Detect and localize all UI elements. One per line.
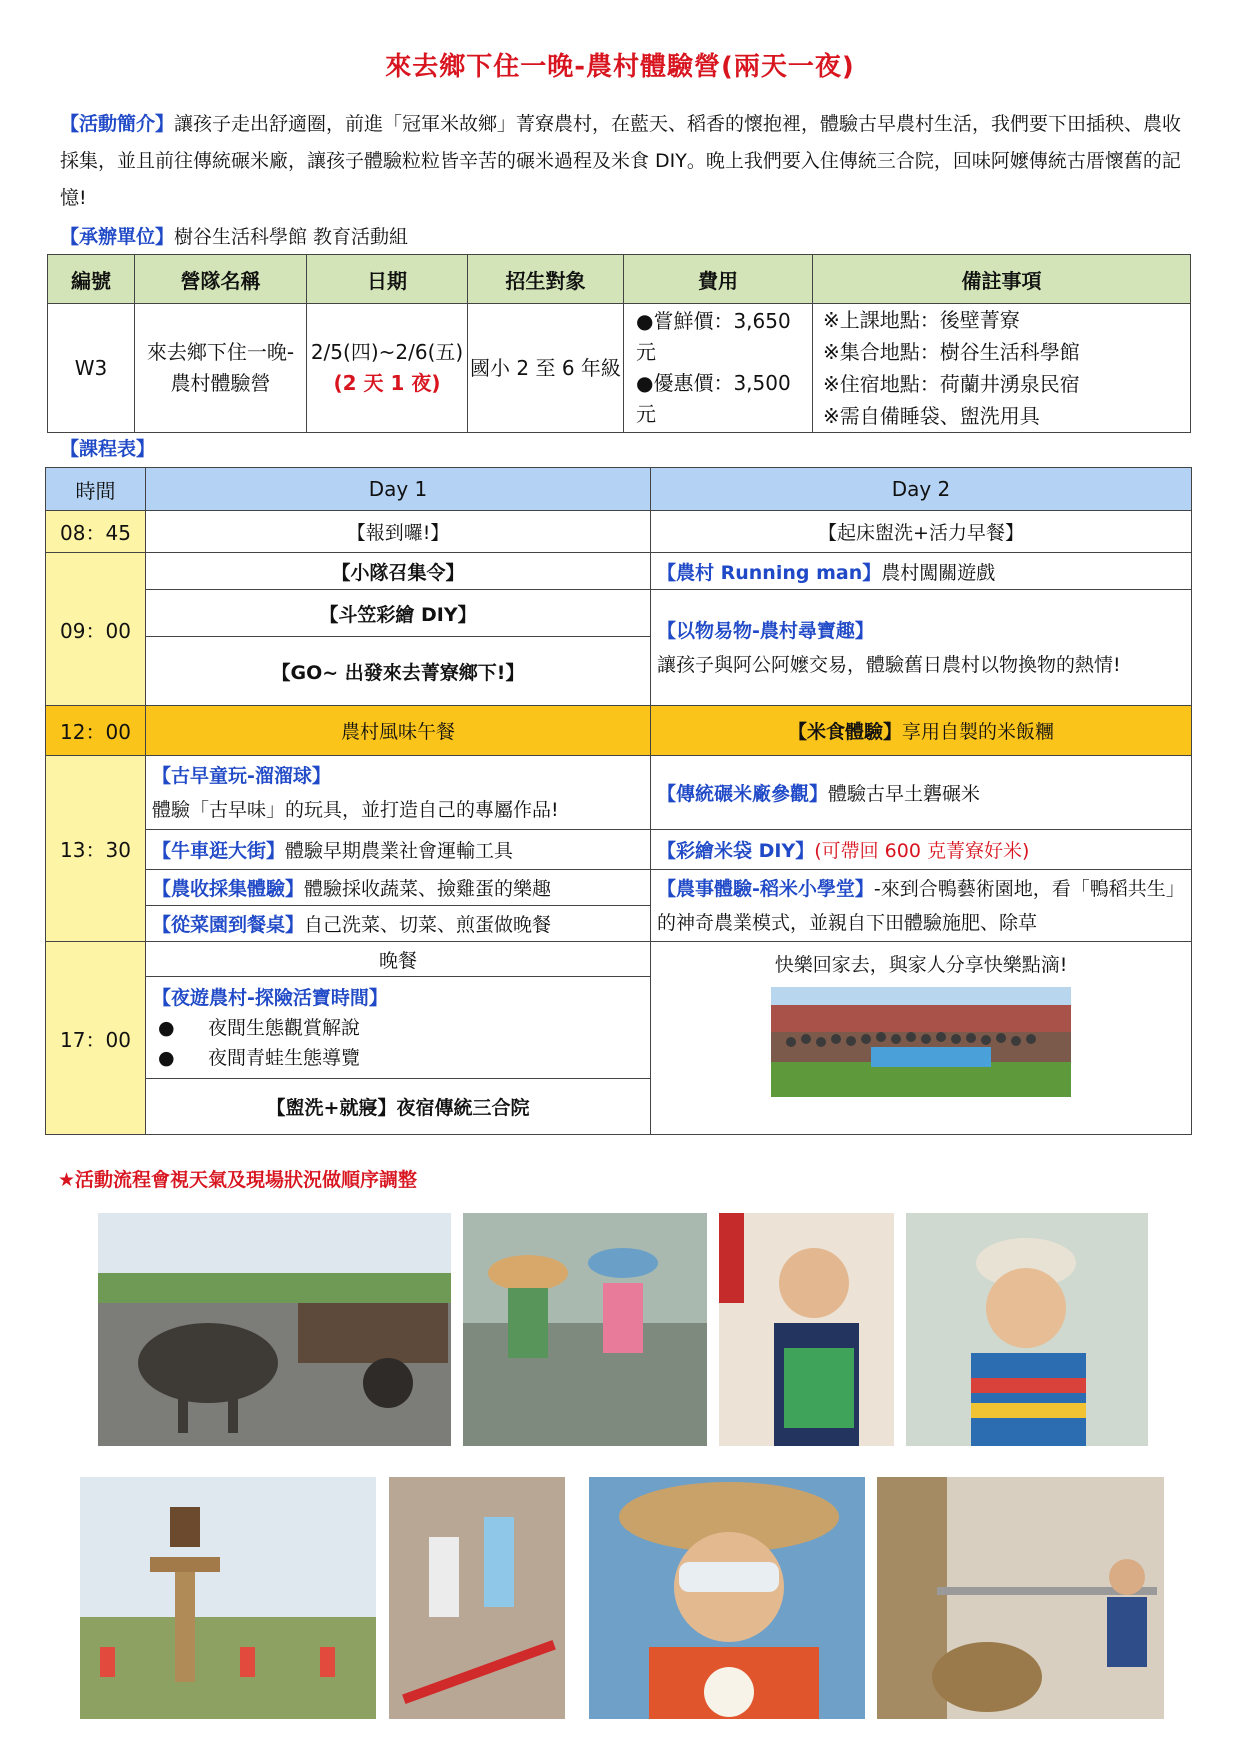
bullet-icon: ● <box>158 1046 175 1069</box>
row-1330-a <box>46 756 1192 830</box>
day2-0900-b <box>651 590 1192 706</box>
organizer-text: 樹谷生活科學館 教育活動組 <box>174 226 409 248</box>
day1-1330-c-title: 【農收採集體驗】 <box>152 878 305 900</box>
day1-0900-a: 【小隊召集令】 <box>146 553 651 590</box>
photo-rice-mill <box>877 1477 1164 1719</box>
header-camp-name: 營隊名稱 <box>135 255 307 304</box>
time-1330: 13：30 <box>46 756 146 942</box>
day2-1330-b-title: 【彩繪米袋 DIY】 <box>657 840 815 862</box>
row-0900-a <box>46 553 1192 590</box>
photo-egg-kid <box>906 1213 1148 1446</box>
rice-planting-image <box>463 1213 707 1446</box>
day2-1330-a-text: 體驗古早土礱碾米 <box>828 783 981 805</box>
time-0900: 09：00 <box>46 553 146 706</box>
header-notes: 備註事項 <box>813 255 1191 304</box>
day2-1330-b-text: (可帶回 600 克菁寮好米) <box>814 840 1030 862</box>
group-photo-image <box>771 987 1071 1097</box>
day2-0900-b-text: 讓孩子與阿公阿嬤交易，體驗舊日農村以物換物的熱情! <box>657 653 1121 676</box>
goggles-kid-image <box>589 1477 865 1719</box>
day2-1330-c-text: -來到合鴨藝術園地，看「鴨稻共生」的神奇農業模式，並親自下田體驗施肥、除草 <box>657 877 1185 934</box>
day1-0845: 【報到囉!】 <box>146 511 651 553</box>
row-0900-b <box>46 590 1192 637</box>
camp-notes <box>813 304 1191 433</box>
team-skis-image <box>389 1477 565 1719</box>
day2-0900-a <box>651 553 1192 590</box>
day1-1330-d-text: 自己洗菜、切菜、煎蛋做晚餐 <box>304 914 552 936</box>
day2-1200-title: 【米食體驗】 <box>787 721 902 743</box>
group-photo-svg <box>771 987 1071 1097</box>
bullet-icon: ● <box>158 1016 175 1039</box>
night-item-1-text: 夜間生態觀賞解說 <box>208 1016 361 1039</box>
day1-1700-b-title: 【夜遊農村-探險活寶時間】 <box>152 986 388 1009</box>
rice-mill-image <box>877 1477 1164 1719</box>
camp-target: 國小 2 至 6 年級 <box>468 304 624 433</box>
day2-0900-b-title: 【以物易物-農村尋寶趣】 <box>657 619 874 642</box>
col-day2: Day 2 <box>651 468 1192 511</box>
camp-code: W3 <box>48 304 135 433</box>
fee-discount: ●優惠價：3,500 元 <box>636 371 791 426</box>
organizer-line <box>60 222 408 249</box>
organizer-label: 【承辦單位】 <box>60 226 175 248</box>
day2-1200 <box>651 706 1192 756</box>
night-item-2 <box>152 1043 650 1073</box>
day1-1330-b-title: 【牛車逛大街】 <box>152 840 286 862</box>
row-1200 <box>46 706 1192 756</box>
day1-1330-c <box>146 870 651 906</box>
note-lodging: ※住宿地點：荷蘭井湧泉民宿 <box>823 372 1080 396</box>
day1-0900-b: 【斗笠彩繪 DIY】 <box>146 590 651 637</box>
day1-1200: 農村風味午餐 <box>146 706 651 756</box>
header-fee: 費用 <box>624 255 813 304</box>
info-header-row <box>48 255 1191 304</box>
photo-rice-planting <box>463 1213 707 1446</box>
schedule-footnote: ★活動流程會視天氣及現場狀況做順序調整 <box>58 1169 418 1191</box>
intro-label: 【活動簡介】 <box>60 113 175 135</box>
day1-1330-b <box>146 830 651 870</box>
night-item-1 <box>152 1013 650 1043</box>
rice-bag-image <box>719 1213 894 1446</box>
header-target: 招生對象 <box>468 255 624 304</box>
time-1200: 12：00 <box>46 706 146 756</box>
photo-goggles-kid <box>589 1477 865 1719</box>
ox-cart-image <box>98 1213 451 1446</box>
camp-info-table <box>47 254 1191 433</box>
day2-1200-text: 享用自製的米飯糰 <box>902 721 1055 743</box>
scarecrow-image <box>80 1477 376 1719</box>
intro-paragraph <box>60 106 1190 217</box>
photo-team-skis <box>389 1477 565 1719</box>
camp-date-range: 2/5(四)~2/6(五) <box>310 340 464 364</box>
day2-1330-c <box>651 870 1192 942</box>
header-code: 編號 <box>48 255 135 304</box>
note-meeting-point: ※集合地點：樹谷生活科學館 <box>823 340 1080 364</box>
photo-ox-cart <box>98 1213 451 1446</box>
day1-1700-c: 【盥洗+就寢】夜宿傳統三合院 <box>146 1079 651 1135</box>
day2-0900-a-text: 農村闖關遊戲 <box>881 561 996 584</box>
day1-1330-d <box>146 906 651 942</box>
intro-text: 讓孩子走出舒適圈，前進「冠軍米故鄉」菁寮農村，在藍天、稻香的懷抱裡，體驗古早農村生活，我們要下田插秧、農收採集，並且前往傳統碾米廠，讓孩子體驗粒粒皆辛苦的碾米過程及米食 DIY。晚上我們要入住傳統三合院，回味阿嬤傳統古厝懷舊的記憶! <box>60 113 1182 209</box>
day2-1330-a <box>651 756 1192 830</box>
day1-1330-a-text: 體驗「古早味」的玩具，並打造自己的專屬作品! <box>152 798 559 821</box>
egg-kid-image <box>906 1213 1148 1446</box>
note-bring-items: ※需自備睡袋、盥洗用具 <box>823 404 1040 428</box>
row-0845 <box>46 511 1192 553</box>
camp-duration: (2 天 1 夜) <box>333 371 441 395</box>
col-time: 時間 <box>46 468 146 511</box>
schedule-table <box>45 467 1192 1135</box>
schedule-header-row <box>46 468 1192 511</box>
time-0845: 08：45 <box>46 511 146 553</box>
day1-1700-b <box>146 977 651 1079</box>
day1-1330-c-text: 體驗採收蔬菜、撿雞蛋的樂趣 <box>304 878 552 900</box>
photo-scarecrow <box>80 1477 376 1719</box>
day2-0900-a-title: 【農村 Running man】 <box>657 561 882 584</box>
day1-1700-a: 晚餐 <box>146 942 651 977</box>
fee-trial: ●嘗鮮價：3,650 元 <box>636 309 791 364</box>
time-1700: 17：00 <box>46 942 146 1135</box>
day1-1330-d-title: 【從菜園到餐桌】 <box>152 914 305 936</box>
camp-date <box>307 304 468 433</box>
camp-name <box>135 304 307 433</box>
day2-1330-a-title: 【傳統碾米廠參觀】 <box>657 783 829 805</box>
day2-1700 <box>651 942 1192 1135</box>
day2-1700-text: 快樂回家去，與家人分享快樂點滴! <box>774 954 1068 976</box>
day2-1330-b <box>651 830 1192 870</box>
day1-0900-c: 【GO~ 出發來去菁寮鄉下!】 <box>146 637 651 706</box>
note-location: ※上課地點：後壁菁寮 <box>823 308 1020 332</box>
page-title: 來去鄉下住一晚-農村體驗營(兩天一夜) <box>385 52 855 82</box>
camp-name-line2: 農村體驗營 <box>170 371 271 395</box>
camp-name-line1: 來去鄉下住一晚- <box>146 340 295 364</box>
row-1330-b <box>46 830 1192 870</box>
photo-rice-bag-kid <box>719 1213 894 1446</box>
night-item-2-text: 夜間青蛙生態導覽 <box>208 1046 361 1069</box>
day1-1330-b-text: 體驗早期農業社會運輸工具 <box>285 840 514 862</box>
day1-1330-a <box>146 756 651 830</box>
camp-fees <box>624 304 813 433</box>
header-date: 日期 <box>307 255 468 304</box>
row-1700-a <box>46 942 1192 977</box>
schedule-heading: 【課程表】 <box>60 438 156 460</box>
col-day1: Day 1 <box>146 468 651 511</box>
day2-0845: 【起床盥洗+活力早餐】 <box>651 511 1192 553</box>
day1-1330-a-title: 【古早童玩-溜溜球】 <box>152 764 331 787</box>
row-1330-c <box>46 870 1192 906</box>
day2-1330-c-title: 【農事體驗-稻米小學堂】 <box>657 877 874 900</box>
info-data-row <box>48 304 1191 433</box>
